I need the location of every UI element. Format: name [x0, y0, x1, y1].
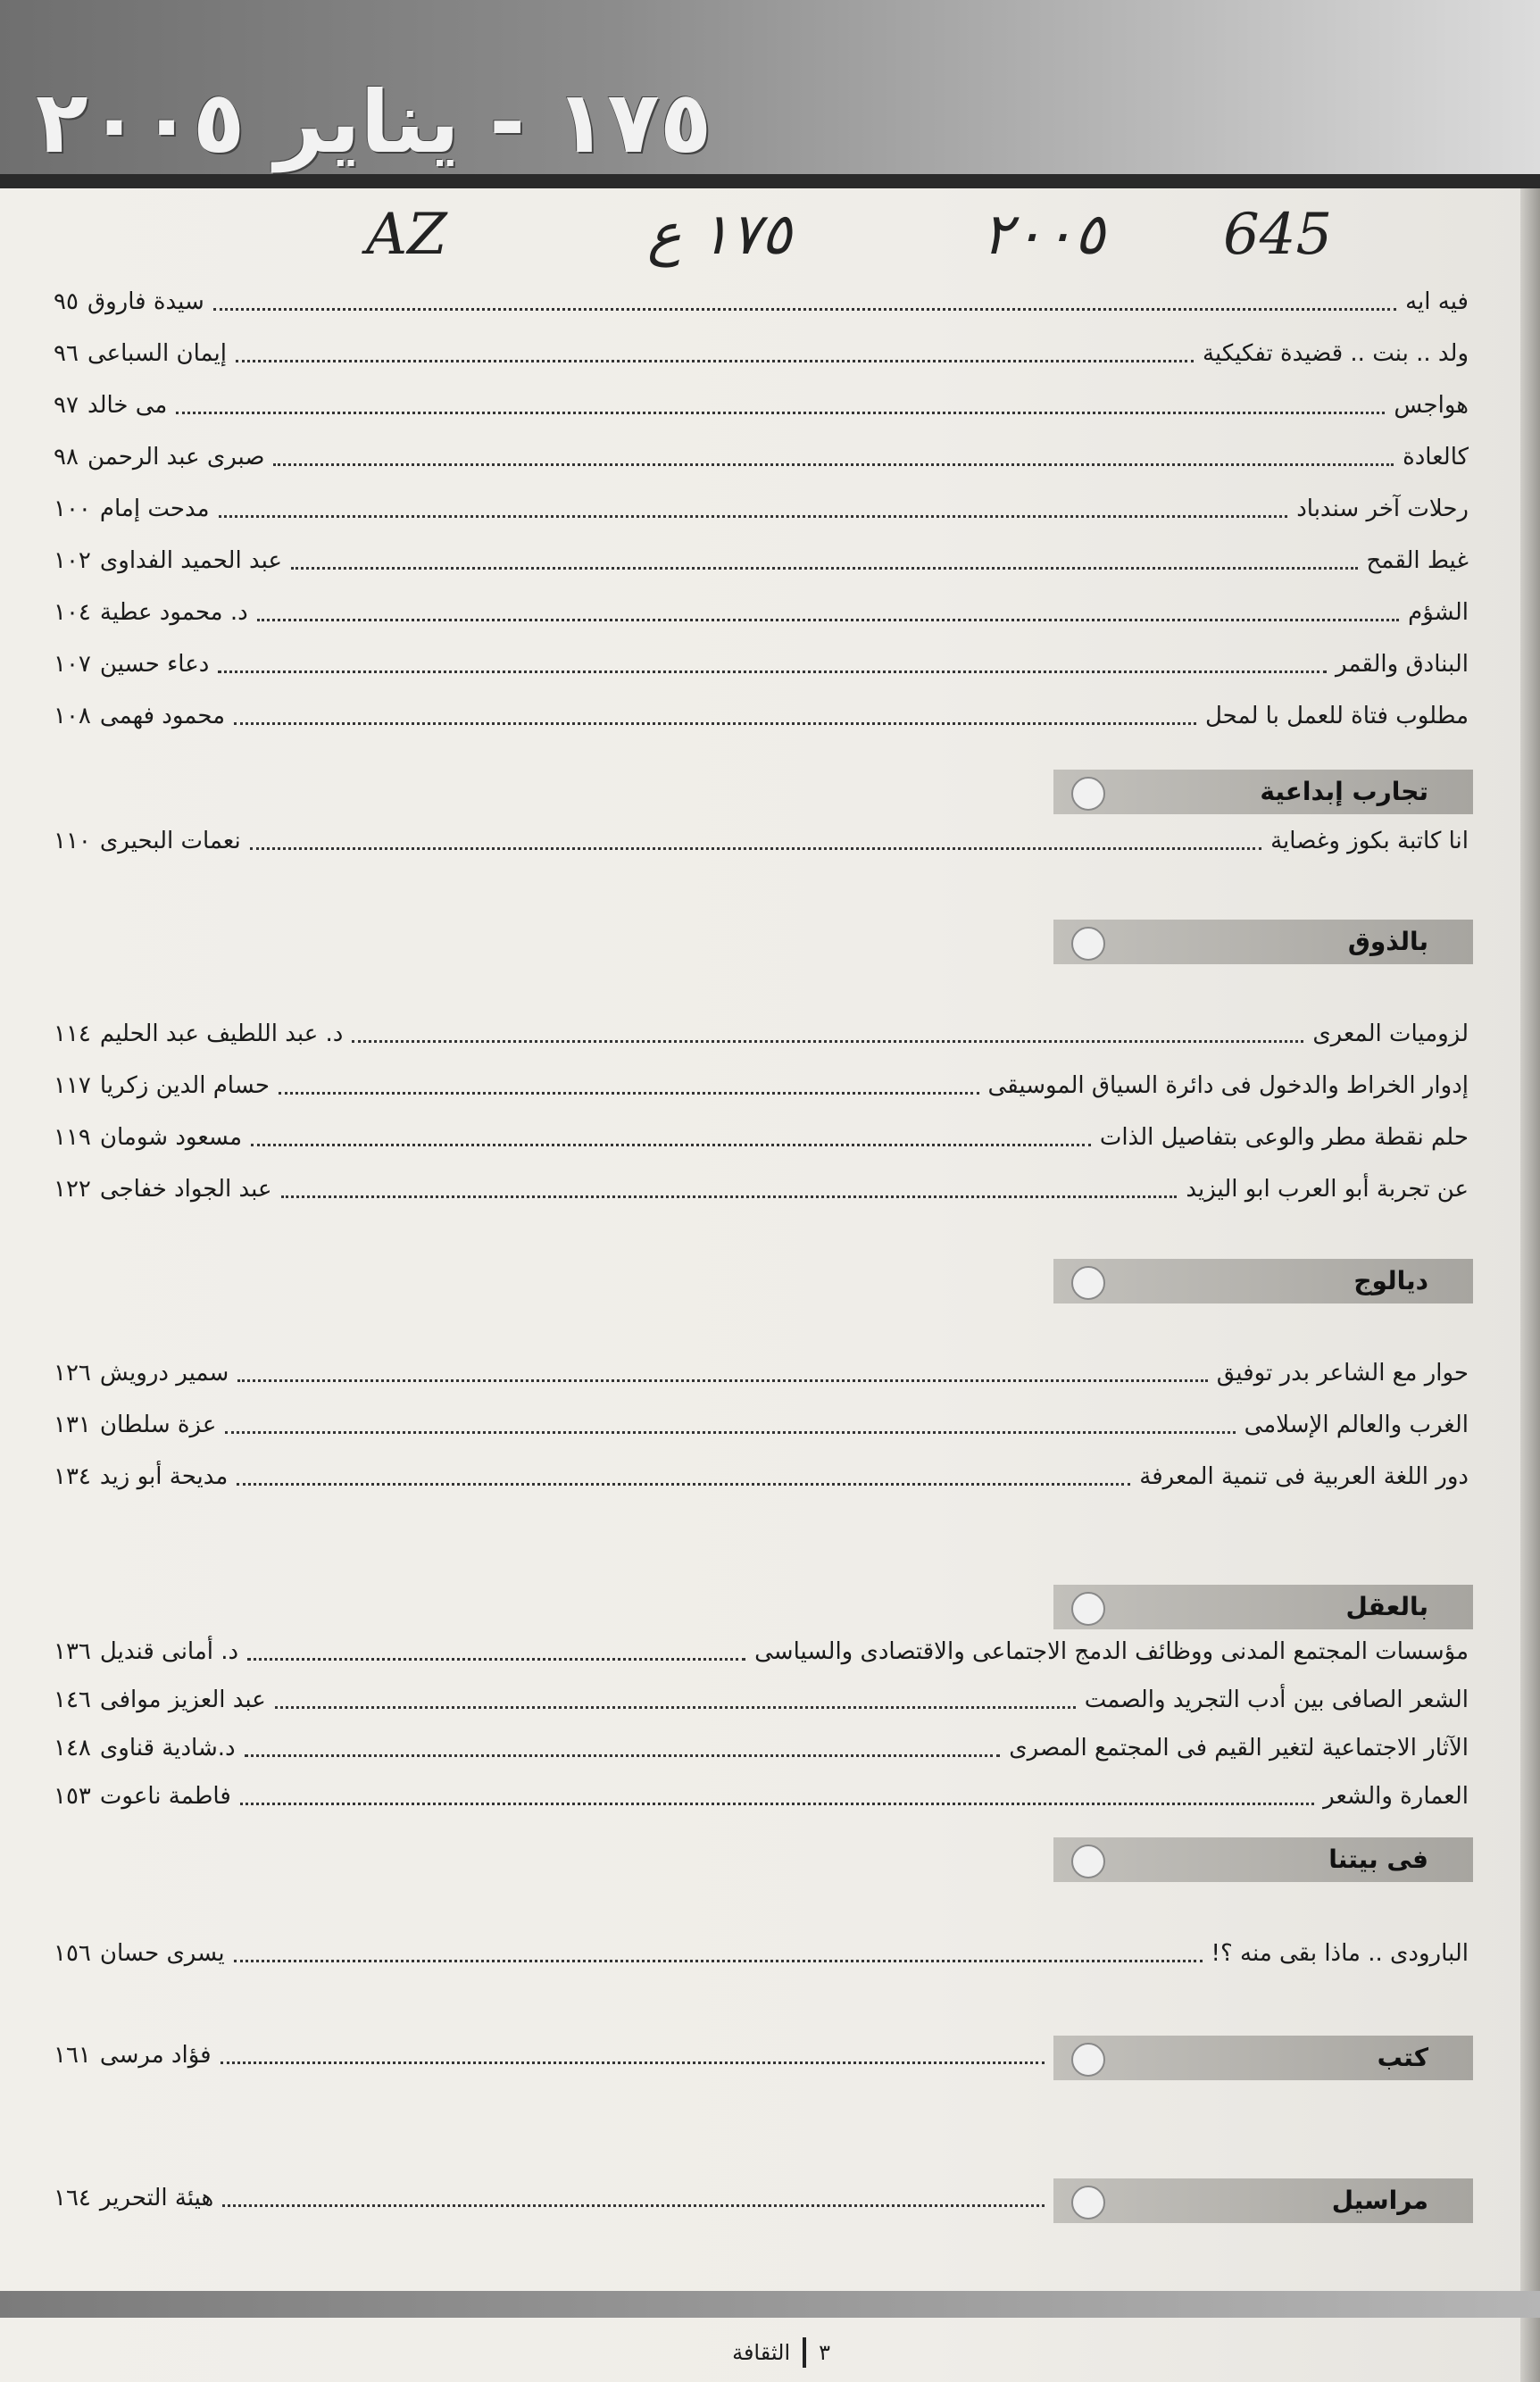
toc-entry — [54, 430, 1469, 475]
entry-author: سيدة فاروق — [87, 288, 204, 315]
entry-title: حلم نقطة مطر والوعى بتفاصيل الذات — [1099, 1124, 1469, 1151]
entry-title: البارودى .. ماذا بقى منه ؟! — [1211, 1940, 1469, 1967]
entry-author: مديحة أبو زيد — [99, 1463, 229, 1490]
entry-title: ولد .. بنت .. قضيدة تفكيكية — [1203, 340, 1469, 367]
circle-bullet-icon — [1071, 1592, 1105, 1626]
toc-entry — [54, 1770, 1469, 1814]
toc-entry — [54, 2028, 1053, 2073]
entry-author: مدحت إمام — [99, 496, 210, 522]
entry-title: الآثار الاجتماعية لتغير القيم فى المجتمع المصرى — [1009, 1735, 1469, 1762]
section-label: ديالوج — [1353, 1266, 1428, 1295]
entry-author: عزة سلطان — [99, 1412, 217, 1438]
entry-author: صبرى عبد الرحمن — [87, 444, 265, 471]
leader-dots — [247, 1658, 745, 1661]
section-label: بالعقل — [1345, 1592, 1428, 1621]
leader-dots — [273, 463, 1394, 466]
entry-author: عبد الحميد الفداوى — [99, 547, 282, 574]
entry-page: ١٦١ — [54, 2042, 91, 2069]
leader-dots — [213, 308, 1396, 311]
entry-author: د.شادية قناوى — [99, 1735, 236, 1762]
circle-bullet-icon — [1071, 927, 1105, 961]
section-label: بالذوق — [1347, 927, 1428, 956]
footer-divider — [803, 2337, 806, 2368]
leader-dots — [279, 1092, 979, 1095]
toc-entry — [54, 586, 1469, 630]
entry-page: ١٣٤ — [54, 1463, 91, 1490]
magazine-name: الثقافة — [732, 2340, 791, 2365]
circle-bullet-icon — [1071, 777, 1105, 811]
section-header-creative-experiences — [1053, 770, 1473, 814]
entry-title: انا كاتبة بكوز وغصاية — [1270, 828, 1469, 854]
toc-entry — [54, 1059, 1469, 1104]
toc-entry — [54, 1673, 1469, 1718]
entry-author: فؤاد مرسى — [99, 2042, 212, 2069]
entry-title: دور اللغة العربية فى تنمية المعرفة — [1139, 1463, 1469, 1490]
entry-page: ١٤٦ — [54, 1687, 91, 1713]
entry-page: ١٤٨ — [54, 1735, 91, 1762]
handwritten-note: ٢٠٠٥ — [982, 202, 1105, 268]
toc-entry — [54, 637, 1469, 682]
entry-page: ١٥٣ — [54, 1783, 91, 1810]
entry-author: د. أمانى قنديل — [99, 1638, 239, 1665]
handwritten-note: ١٧٥ ع — [647, 202, 792, 268]
leader-dots — [275, 1706, 1076, 1709]
entry-title: غيط القمح — [1366, 547, 1469, 574]
entry-title: البنادق والقمر — [1335, 651, 1469, 678]
leader-dots — [245, 1754, 1001, 1757]
page-footer — [616, 2335, 830, 2370]
issue-title: ١٧٥ - يناير ٢٠٠٥ — [36, 72, 712, 172]
entry-title: فيه ايه — [1405, 288, 1469, 315]
leader-dots — [236, 360, 1194, 362]
entry-author: محمود فهمى — [99, 703, 226, 729]
toc-entry — [54, 689, 1469, 734]
entry-page: ٩٧ — [54, 392, 79, 419]
leader-dots — [352, 1040, 1303, 1043]
leader-dots — [218, 670, 1327, 673]
entry-page: ١١٧ — [54, 1072, 91, 1099]
entry-author: عبد الجواد خفاجى — [99, 1176, 272, 1203]
entry-page: ١٢٢ — [54, 1176, 91, 1203]
entry-title: إدوار الخراط والدخول فى دائرة السياق الموسيقى — [987, 1072, 1469, 1099]
leader-dots — [251, 1144, 1091, 1146]
entry-author: دعاء حسين — [99, 651, 210, 678]
entry-title: حوار مع الشاعر بدر توفيق — [1216, 1360, 1469, 1387]
entry-title: كالعادة — [1403, 444, 1469, 471]
entry-page: ١٢٦ — [54, 1360, 91, 1387]
leader-dots — [250, 847, 1261, 850]
leader-dots — [222, 2204, 1045, 2207]
entry-title: الشؤم — [1408, 599, 1469, 626]
entry-author: سمير درويش — [99, 1360, 229, 1387]
leader-dots — [234, 1960, 1203, 1962]
entry-title: العمارة والشعر — [1323, 1783, 1469, 1810]
leader-dots — [237, 1483, 1130, 1486]
entry-page: ١٣١ — [54, 1412, 91, 1438]
entry-author: عبد العزيز موافى — [99, 1687, 266, 1713]
entry-page: ١١٠ — [54, 828, 91, 854]
entry-page: ٩٨ — [54, 444, 79, 471]
entry-title: لزوميات المعرى — [1312, 1020, 1469, 1047]
leader-dots — [281, 1195, 1178, 1198]
entry-author: د. محمود عطية — [99, 599, 248, 626]
entry-author: إيمان السباعى — [87, 340, 228, 367]
page-number: ٣ — [819, 2340, 830, 2365]
circle-bullet-icon — [1071, 2186, 1105, 2220]
circle-bullet-icon — [1071, 1266, 1105, 1300]
leader-dots — [240, 1803, 1314, 1805]
section-header-reason — [1053, 1585, 1473, 1629]
section-header-taste — [1053, 920, 1473, 964]
toc-entry — [54, 1111, 1469, 1155]
leader-dots — [176, 412, 1385, 414]
section-header-books — [1053, 2036, 1473, 2080]
handwritten-note: AZ — [366, 202, 447, 268]
toc-entry — [54, 327, 1469, 371]
footer-band — [0, 2291, 1540, 2318]
entry-page: ٩٦ — [54, 340, 79, 367]
toc-entry — [54, 1007, 1469, 1052]
toc-entry — [54, 1398, 1469, 1443]
entry-author: يسرى حسان — [99, 1940, 225, 1967]
toc-entry — [54, 482, 1469, 527]
entry-page: ١٦٤ — [54, 2185, 91, 2211]
toc-entry — [54, 814, 1469, 859]
toc-entry — [54, 379, 1469, 423]
leader-dots — [225, 1431, 1235, 1434]
entry-title: عن تجربة أبو العرب ابو اليزيد — [1186, 1176, 1469, 1203]
entry-title: مطلوب فتاة للعمل با لمحل — [1204, 703, 1469, 729]
toc-entry — [54, 2171, 1053, 2216]
entry-page: ١٠٠ — [54, 496, 91, 522]
section-label: كتب — [1377, 2043, 1428, 2072]
entry-author: مسعود شومان — [99, 1124, 243, 1151]
section-label: تجارب إبداعية — [1260, 777, 1428, 806]
handwritten-note: 645 — [1223, 202, 1333, 268]
leader-dots — [291, 567, 1358, 570]
toc-entry — [54, 1625, 1469, 1670]
leader-dots — [257, 619, 1399, 621]
leader-dots — [237, 1379, 1207, 1382]
entry-page: ٩٥ — [54, 288, 79, 315]
entry-author: هيئة التحرير — [99, 2185, 214, 2211]
entry-title: الشعر الصافى بين أدب التجريد والصمت — [1084, 1687, 1469, 1713]
entry-title: هواجس — [1394, 392, 1469, 419]
entry-page: ١١٩ — [54, 1124, 91, 1151]
entry-page: ١٣٦ — [54, 1638, 91, 1665]
toc-entry — [54, 1346, 1469, 1391]
entry-page: ١٥٦ — [54, 1940, 91, 1967]
toc-entry — [54, 534, 1469, 579]
entry-author: حسام الدين زكريا — [99, 1072, 270, 1099]
section-header-at-home — [1053, 1837, 1473, 1882]
toc-entry — [54, 1162, 1469, 1207]
entry-title: رحلات آخر سندباد — [1296, 496, 1469, 522]
entry-page: ١٠٤ — [54, 599, 91, 626]
leader-dots — [219, 515, 1288, 518]
toc-entry — [54, 275, 1469, 320]
section-label: فى بيتنا — [1328, 1845, 1428, 1874]
entry-page: ١٠٧ — [54, 651, 91, 678]
section-header-dialogue — [1053, 1259, 1473, 1303]
circle-bullet-icon — [1071, 1845, 1105, 1878]
section-label: مراسيل — [1331, 2186, 1428, 2215]
entry-page: ١١٤ — [54, 1020, 91, 1047]
entry-title: الغرب والعالم الإسلامى — [1244, 1412, 1469, 1438]
entry-author: نعمات البحيرى — [99, 828, 241, 854]
section-header-correspondence — [1053, 2178, 1473, 2223]
circle-bullet-icon — [1071, 2043, 1105, 2077]
leader-dots — [234, 722, 1196, 725]
toc-entry — [54, 1927, 1469, 1971]
toc-entry — [54, 1721, 1469, 1766]
toc-entry — [54, 1450, 1469, 1495]
entry-title: مؤسسات المجتمع المدنى ووظائف الدمج الاجتماعى والاقتصادى والسياسى — [754, 1638, 1469, 1665]
entry-page: ١٠٢ — [54, 547, 91, 574]
entry-author: مى خالد — [87, 392, 168, 419]
entry-page: ١٠٨ — [54, 703, 91, 729]
entry-author: فاطمة ناعوت — [99, 1783, 231, 1810]
entry-author: د. عبد اللطيف عبد الحليم — [99, 1020, 344, 1047]
leader-dots — [221, 2061, 1045, 2064]
